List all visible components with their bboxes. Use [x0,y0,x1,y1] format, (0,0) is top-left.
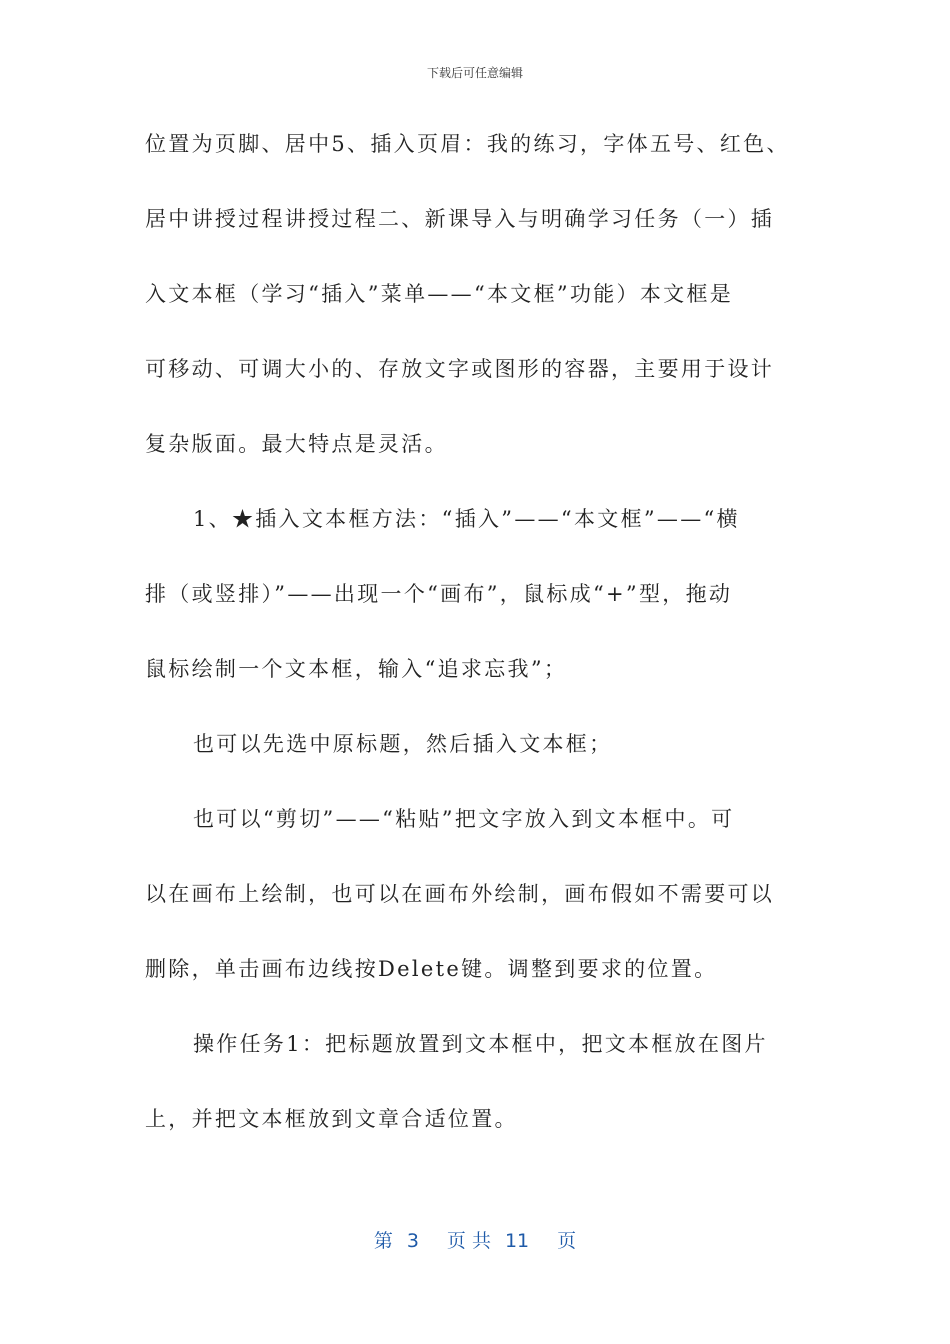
page-header: 下载后可任意编辑 [426,66,523,80]
footer-middle: 页 共 [446,1230,491,1252]
footer-suffix: 页 [557,1230,577,1252]
paragraph-line: 排（或竖排）”——出现一个“画布”，鼠标成“+”型，拖动 [145,582,733,606]
paragraph-line: 上，并把文本框放到文章合适位置。 [145,1107,518,1131]
paragraph-line: 也可以“剪切”——“粘贴”把文字放入到文本框中。可 [193,807,735,831]
total-pages-number: 11 [504,1230,530,1252]
paragraph-line: 也可以先选中原标题，然后插入文本框； [193,732,613,756]
paragraph-line: 鼠标绘制一个文本框，输入“追求忘我”； [145,657,568,681]
paragraph-line: 可移动、可调大小的、存放文字或图形的容器，主要用于设计 [145,357,775,381]
paragraph-line: 删除，单击画布边线按Delete键。调整到要求的位置。 [145,957,718,981]
current-page-number: 3 [406,1230,419,1252]
paragraph-line: 入文本框（学习“插入”菜单——“本文框”功能）本文框是 [145,282,734,306]
document-body [145,120,805,1170]
footer-prefix: 第 [373,1230,393,1252]
paragraph-line: 1、★插入文本框方法：“插入”——“本文框”——“横 [193,507,740,531]
paragraph-line: 复杂版面。最大特点是灵活。 [145,432,448,456]
page-footer [0,1226,950,1253]
paragraph-line: 操作任务1：把标题放置到文本框中，把文本框放在图片 [193,1032,768,1056]
paragraph-line: 居中讲授过程讲授过程二、新课导入与明确学习任务（一）插 [145,207,775,231]
paragraph-line: 以在画布上绘制，也可以在画布外绘制，画布假如不需要可以 [145,882,775,906]
paragraph-line: 位置为页脚、居中5、插入页眉：我的练习，字体五号、红色、 [145,132,790,156]
